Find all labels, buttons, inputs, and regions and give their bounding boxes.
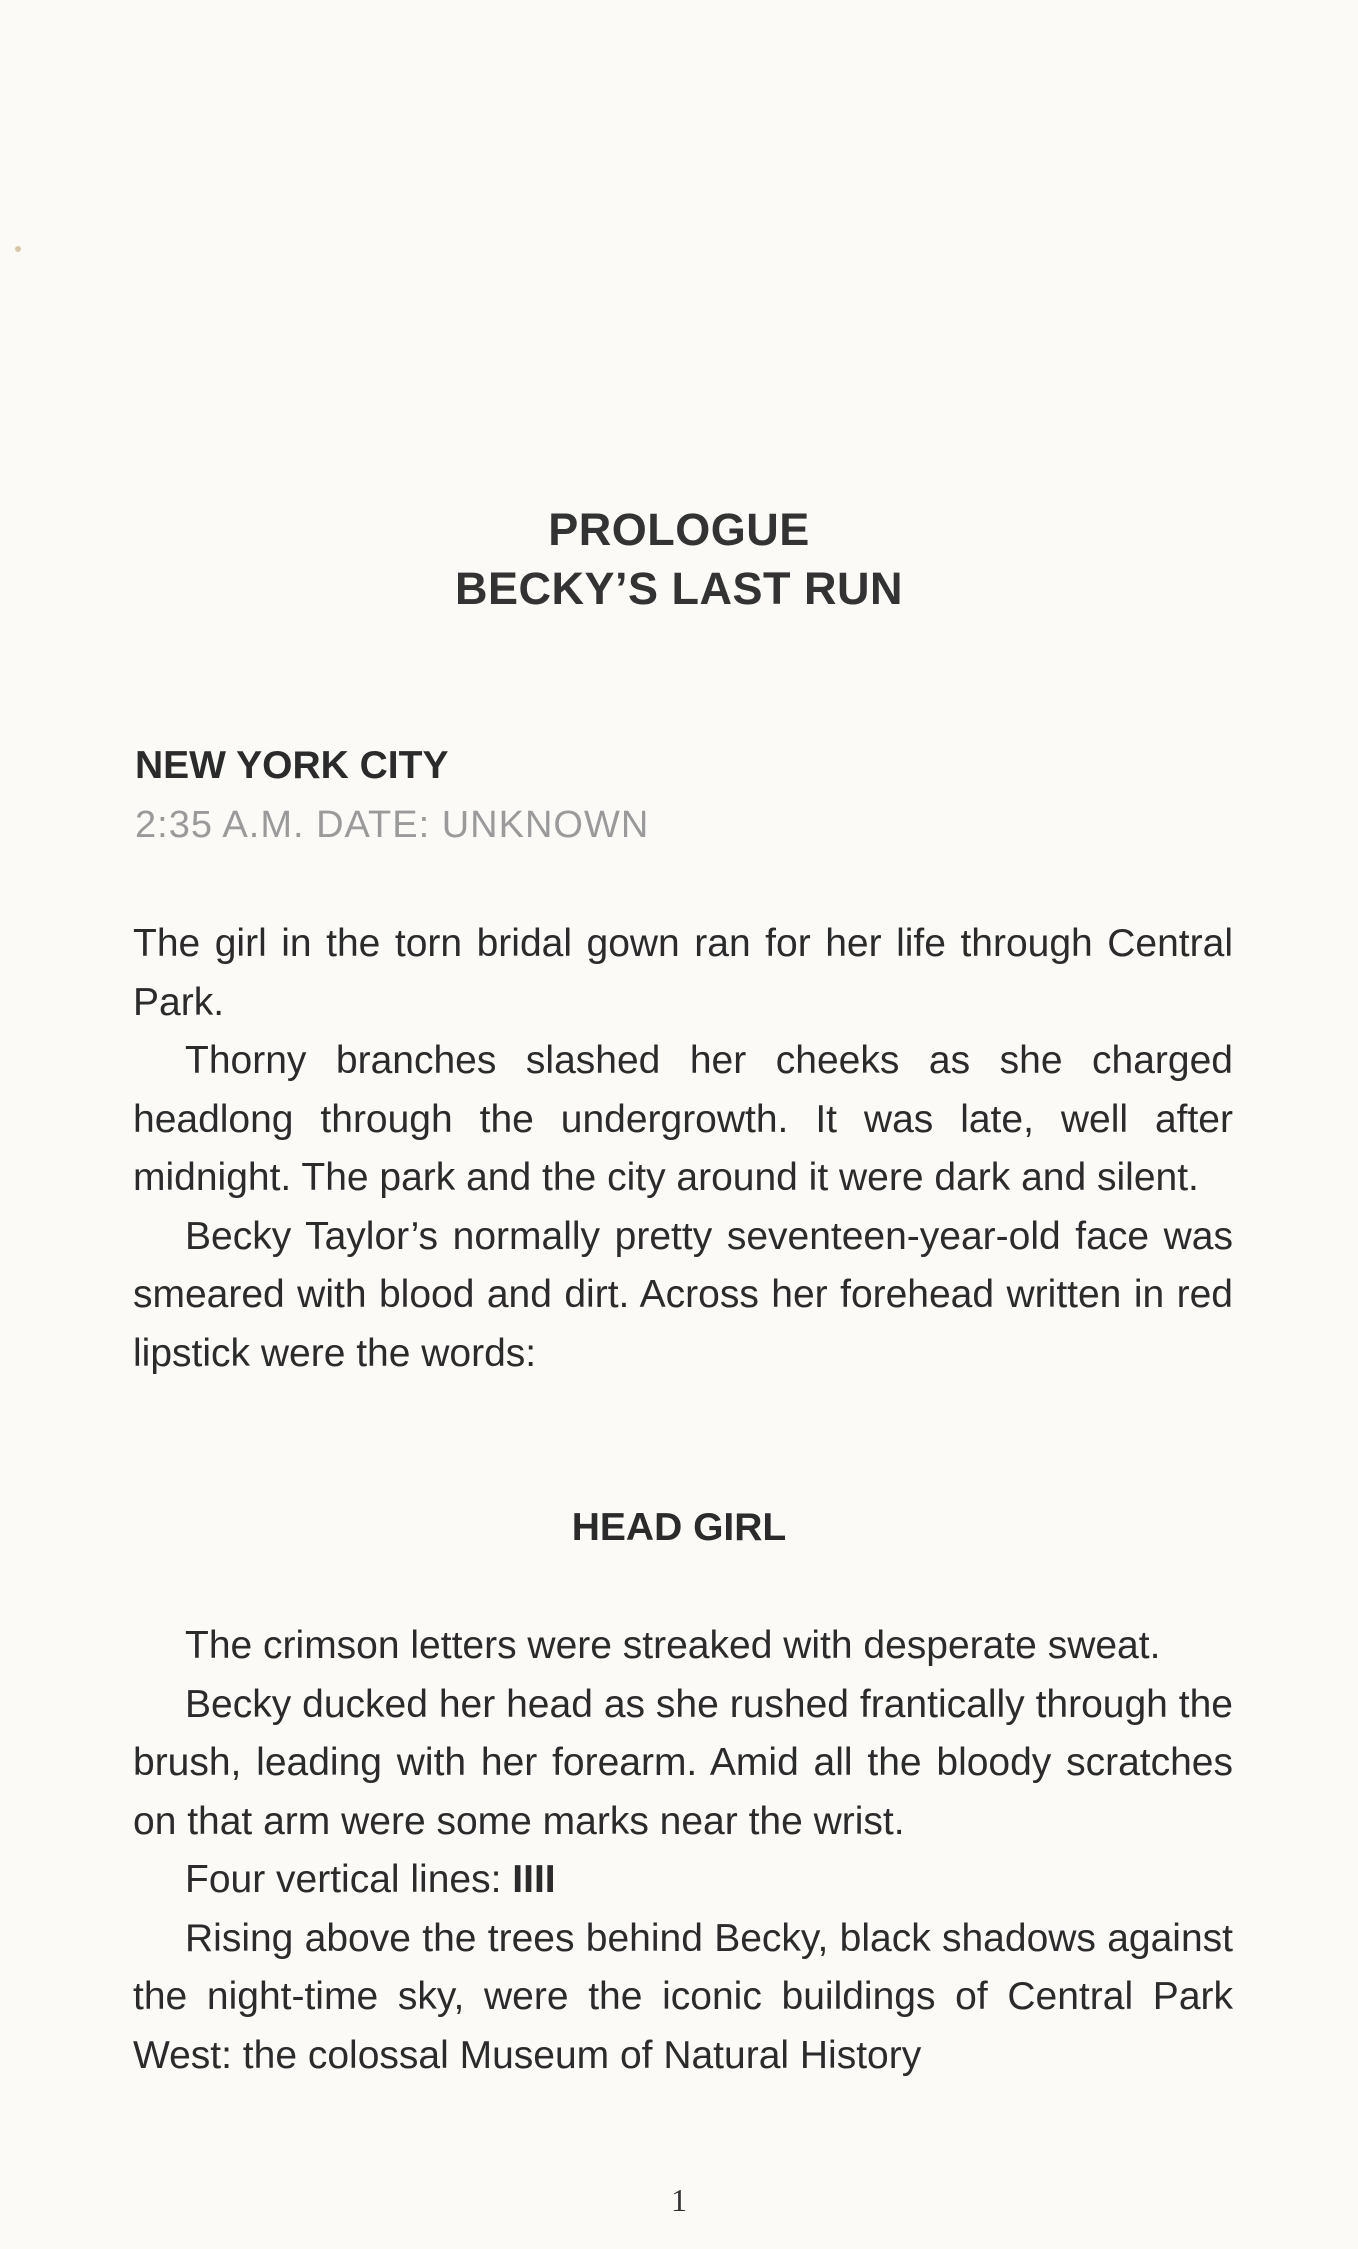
paragraph: The girl in the torn bridal gown ran for her life through Central Park.: [133, 922, 1233, 1024]
chapter-heading: [0, 500, 1358, 618]
paragraph: Becky ducked her head as she rushed frantically through the brush, leading with her forearm. Amid all the bloody scratches on that arm were some marks near the wrist.: [133, 1682, 1233, 1843]
forehead-words: HEAD GIRL: [571, 1506, 787, 1549]
paragraph: Thorny branches slashed her cheeks as she charged headlong through the undergrowth. It was late, well after midnight. The park and the city around it were dark and silent.: [133, 1039, 1233, 1199]
chapter-title-line-1: PROLOGUE: [548, 504, 810, 555]
paper-speck: [15, 246, 21, 252]
marks-paragraph: [133, 1851, 1233, 1910]
location-heading: NEW YORK CITY: [135, 744, 449, 787]
marks-label: Four vertical lines:: [185, 1858, 513, 1901]
time-subheading: 2:35 A.M. DATE: UNKNOWN: [135, 804, 650, 846]
paragraph: Becky Taylor’s normally pretty seventeen-year-old face was smeared with blood and dirt. Across her forehead written in red lipstick were the words:: [133, 1214, 1233, 1375]
paragraph: The crimson letters were streaked with desperate sweat.: [185, 1624, 1161, 1667]
body-text-block-2: [133, 1617, 1233, 2085]
body-text-block-1: [133, 915, 1233, 1383]
tally-marks: IIII: [512, 1858, 556, 1901]
chapter-title-line-2: BECKY’S LAST RUN: [454, 563, 904, 614]
page-number: 1: [671, 2182, 687, 2218]
paragraph: Rising above the trees behind Becky, black shadows against the night-time sky, were the iconic buildings of Central Park West: the colossal Museum of Natural History: [133, 1916, 1233, 2077]
